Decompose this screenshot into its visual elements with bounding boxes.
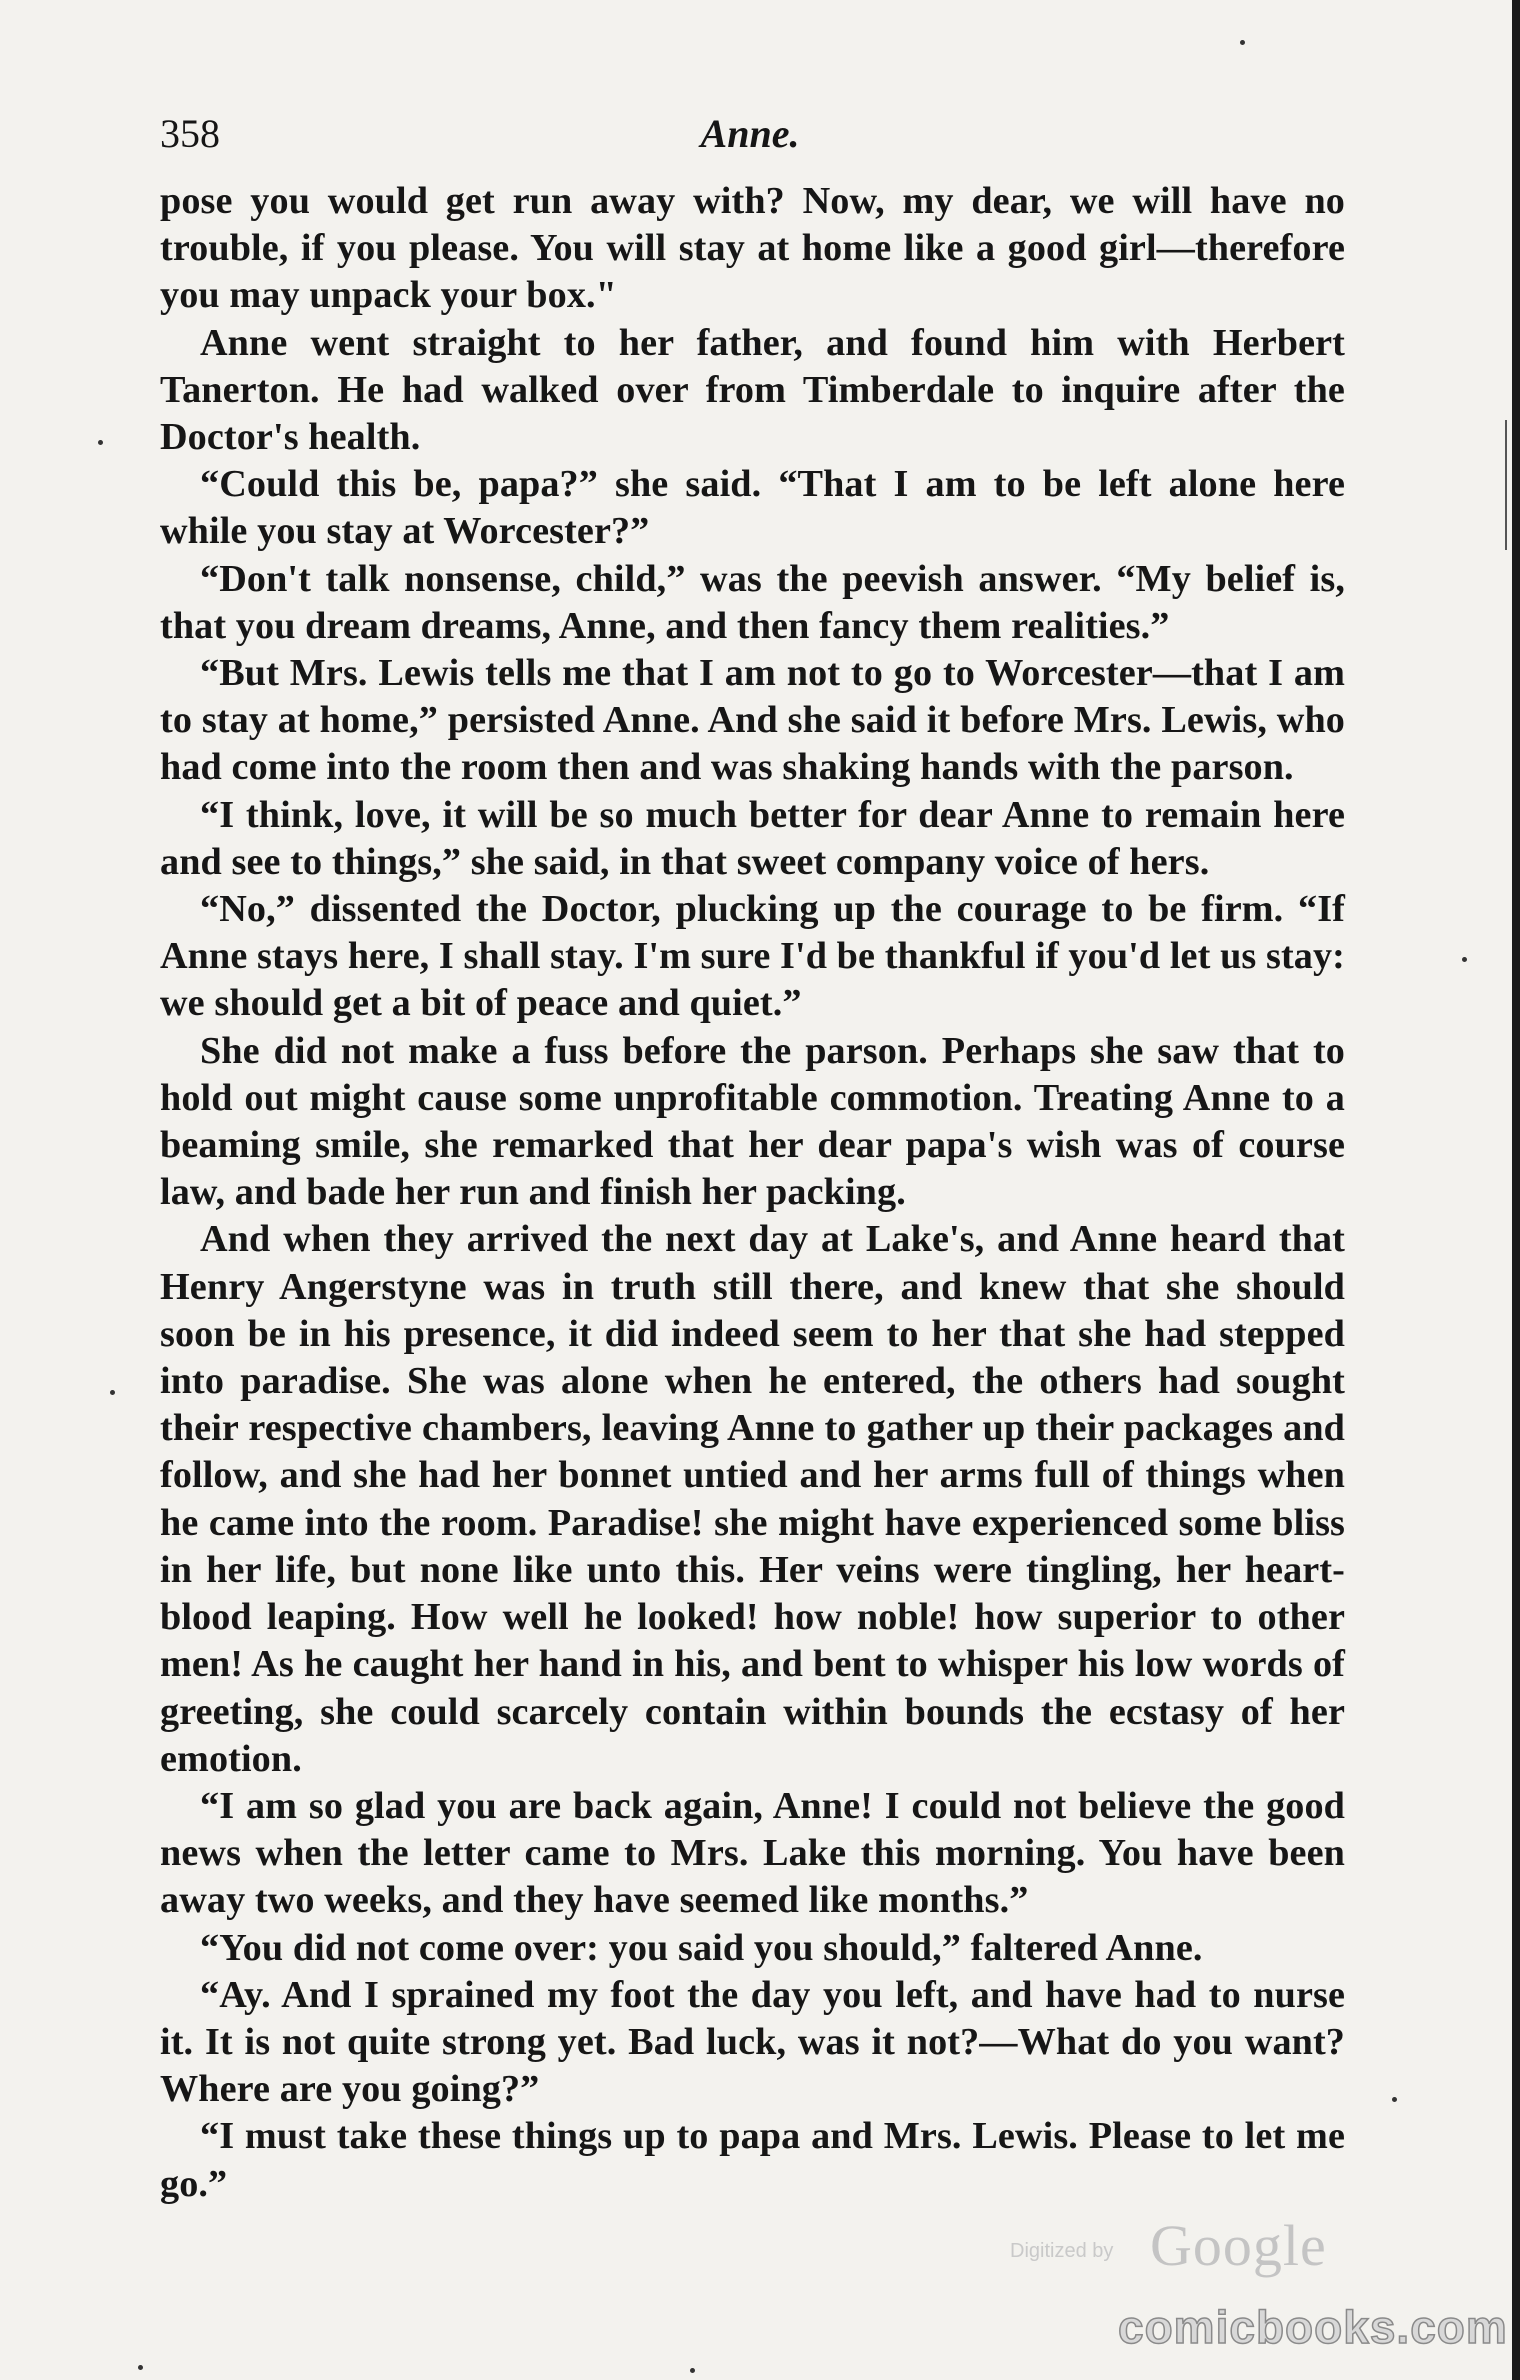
page-number: 358 <box>160 111 220 156</box>
site-watermark: comicbooks.com <box>1118 2301 1508 2353</box>
paragraph: She did not make a fuss before the parson. Perhaps she saw that to hold out might cause some unprofitable commotion. Treating Anne to a beaming smile, she remarked that her dear papa's wish was of course law, and bade her run and finish her packing. <box>160 1029 1345 1214</box>
paragraph: “Ay. And I sprained my foot the day you left, and have had to nurse it. It is not quite strong yet. Bad luck, was it not?—What do you want? Where are you going?” <box>160 1973 1345 2111</box>
print-speck <box>98 440 103 445</box>
print-speck <box>1240 40 1245 45</box>
paragraph: And when they arrived the next day at Lake's, and Anne heard that Henry Angerstyne was in truth still there, and knew that she should soon be in his presence, it did indeed seem to her that she had stepped into paradise. She was alone when he entered, the others had sought their respective chambers, leaving Anne to gather up their packages and follow, and she had her bonnet untied and her arms full of things when he came into the room. Paradise! she might have experienced some bliss in her life, but none like unto this. Her veins were tingling, her heart-blood leaping. How well he looked! how noble! how superior to other men! As he caught her hand in his, and bent to whisper his low words of greeting, she could scarcely contain within bounds the ecstasy of her emotion. <box>160 1218 1345 1780</box>
paragraph: “You did not come over: you said you should,” faltered Anne. <box>200 1926 1203 1969</box>
paragraph: Anne went straight to her father, and found him with Herbert Tanerton. He had walked over from Timberdale to inquire after the Doctor's health. <box>160 321 1345 459</box>
page-header <box>160 110 1340 166</box>
page-edge-mark <box>1505 420 1507 550</box>
paragraph: pose you would get run away with? Now, my dear, we will have no trouble, if you please. You will stay at home like a good girl—therefore you may unpack your box." <box>160 180 1345 317</box>
paragraph: “I must take these things up to papa and Mrs. Lewis. Please to let me go.” <box>160 2115 1345 2205</box>
paragraph: “But Mrs. Lewis tells me that I am not to go to Worcester—that I am to stay at home,” persisted Anne. And she said it before Mrs. Lewis, who had come into the room then and was shaking hands with the parson. <box>160 652 1345 789</box>
body-text <box>160 178 1345 2208</box>
google-watermark: Google <box>1150 2213 1327 2278</box>
print-speck <box>138 2365 143 2370</box>
print-speck <box>690 2368 695 2373</box>
paragraph: “No,” dissented the Doctor, plucking up the courage to be firm. “If Anne stays here, I shall stay. I'm sure I'd be thankful if you'd let us stay: we should get a bit of peace and quiet.” <box>160 888 1345 1025</box>
print-speck <box>110 1390 115 1395</box>
paragraph: “I think, love, it will be so much better for dear Anne to remain here and see to things,” she said, in that sweet company voice of hers. <box>160 793 1345 883</box>
print-speck <box>1392 2097 1397 2102</box>
paragraph: “I am so glad you are back again, Anne! I could not believe the good news when the letter came to Mrs. Lake this morning. You have been away two weeks, and they have seemed like months.” <box>160 1784 1345 1922</box>
page-edge-shadow <box>1512 0 1520 2380</box>
paragraph: “Don't talk nonsense, child,” was the peevish answer. “My belief is, that you dream dreams, Anne, and then fancy them realities.” <box>160 557 1345 647</box>
print-speck <box>1462 957 1467 962</box>
digitized-by-watermark: Digitized by <box>1010 2240 1114 2262</box>
running-title: Anne. <box>700 111 800 156</box>
paragraph: “Could this be, papa?” she said. “That I am to be left alone here while you stay at Worcester?” <box>160 463 1345 553</box>
